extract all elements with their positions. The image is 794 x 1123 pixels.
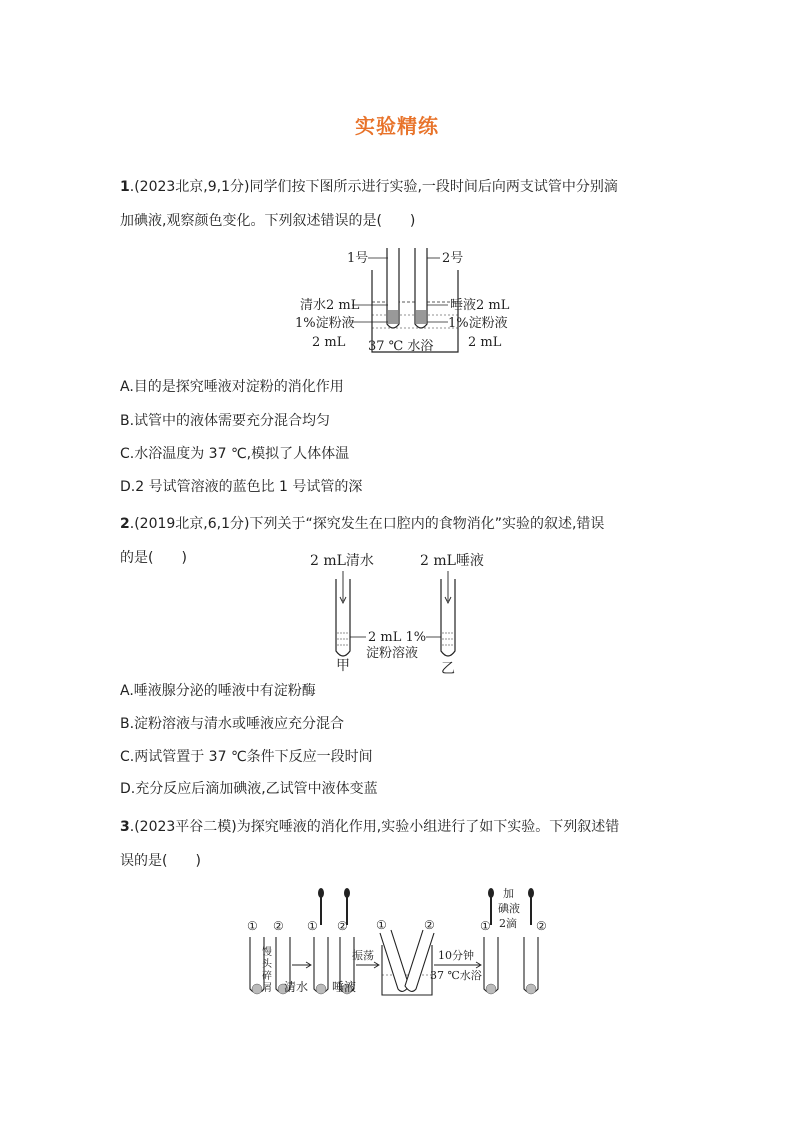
iodine-drops-label: 2滴 xyxy=(499,917,517,930)
water-bath-label: 37 ℃ 水浴 xyxy=(368,339,434,354)
left-water-label: 2 mL清水 xyxy=(310,553,374,569)
option-a: A.目的是探究唾液对淀粉的消化作用 xyxy=(120,379,344,395)
left-water-label: 清水2 mL xyxy=(300,298,360,313)
stem-line: 误的是( ) xyxy=(120,853,201,869)
option-c: C.水浴温度为 37 ℃,模拟了人体体温 xyxy=(120,446,350,462)
stem-line: .(2023平谷二模)为探究唾液的消化作用,实验小组进行了如下实验。下列叙述错 xyxy=(129,819,620,835)
mantou-label: 馒 xyxy=(262,947,272,958)
starch-volume-label: 2 mL 1% xyxy=(368,630,427,645)
water-bath-label: 37 ℃水浴 xyxy=(430,969,482,982)
water-label: 清水 xyxy=(284,980,309,994)
option-b: B.试管中的液体需要充分混合均匀 xyxy=(120,413,331,429)
option-d: D.2 号试管溶液的蓝色比 1 号试管的深 xyxy=(120,479,363,495)
tube-yi-label: 乙 xyxy=(441,661,455,675)
starch-solution-label: 淀粉溶液 xyxy=(366,646,419,661)
question-3-figure xyxy=(240,885,560,1005)
right-volume-label: 2 mL xyxy=(468,335,502,350)
left-starch-label: 1%淀粉液 xyxy=(295,316,355,331)
stem-line: .(2023北京,9,1分)同学们按下图所示进行实验,一段时间后向两支试管中分别滴 xyxy=(129,179,618,195)
right-saliva-label: 唾液2 mL xyxy=(450,298,510,313)
tube-1-marker: ① xyxy=(376,918,387,932)
time-label: 10分钟 xyxy=(438,949,474,962)
tube-1-marker: ① xyxy=(247,919,258,933)
mantou-label: 屑 xyxy=(262,983,272,994)
right-starch-label: 1%淀粉液 xyxy=(448,316,508,331)
iodine-label: 加 xyxy=(503,887,514,900)
question-1-stem xyxy=(120,170,675,238)
tube-1-marker: ① xyxy=(307,919,318,933)
stem-line: 加碘液,观察颜色变化。下列叙述错误的是( ) xyxy=(120,213,416,229)
tube-2-marker: ② xyxy=(337,919,348,933)
option-c: C.两试管置于 37 ℃条件下反应一段时间 xyxy=(120,749,373,765)
right-saliva-label: 2 mL唾液 xyxy=(420,553,484,569)
tube-2-label: 2号 xyxy=(442,251,464,266)
option-b: B.淀粉溶液与清水或唾液应充分混合 xyxy=(120,716,345,732)
question-2-figure xyxy=(300,545,500,675)
mantou-label: 头 xyxy=(262,959,272,970)
question-number: 1 xyxy=(120,179,130,195)
stem-line: 的是( ) xyxy=(120,550,187,566)
tube-2-marker: ② xyxy=(273,919,284,933)
left-volume-label: 2 mL xyxy=(312,335,346,350)
tube-1-label: 1号 xyxy=(347,251,369,266)
question-1-figure xyxy=(290,240,530,360)
option-d: D.充分反应后滴加碘液,乙试管中液体变蓝 xyxy=(120,781,378,797)
saliva-label: 唾液 xyxy=(332,980,357,994)
stem-line: .(2019北京,6,1分)下列关于“探究发生在口腔内的食物消化”实验的叙述,错误 xyxy=(129,516,605,532)
mantou-label: 碎 xyxy=(262,971,272,982)
tube-1-marker: ① xyxy=(480,919,491,933)
tube-2-marker: ② xyxy=(424,918,435,932)
shake-label: 振荡 xyxy=(352,949,374,962)
tube-2-marker: ② xyxy=(536,919,547,933)
question-3-stem xyxy=(120,810,675,878)
page-title: 实验精练 xyxy=(355,114,439,138)
question-number: 3 xyxy=(120,819,130,835)
option-a: A.唾液腺分泌的唾液中有淀粉酶 xyxy=(120,683,316,699)
tube-jia-label: 甲 xyxy=(336,658,350,674)
question-number: 2 xyxy=(120,516,130,532)
iodine-label: 碘液 xyxy=(498,902,520,915)
